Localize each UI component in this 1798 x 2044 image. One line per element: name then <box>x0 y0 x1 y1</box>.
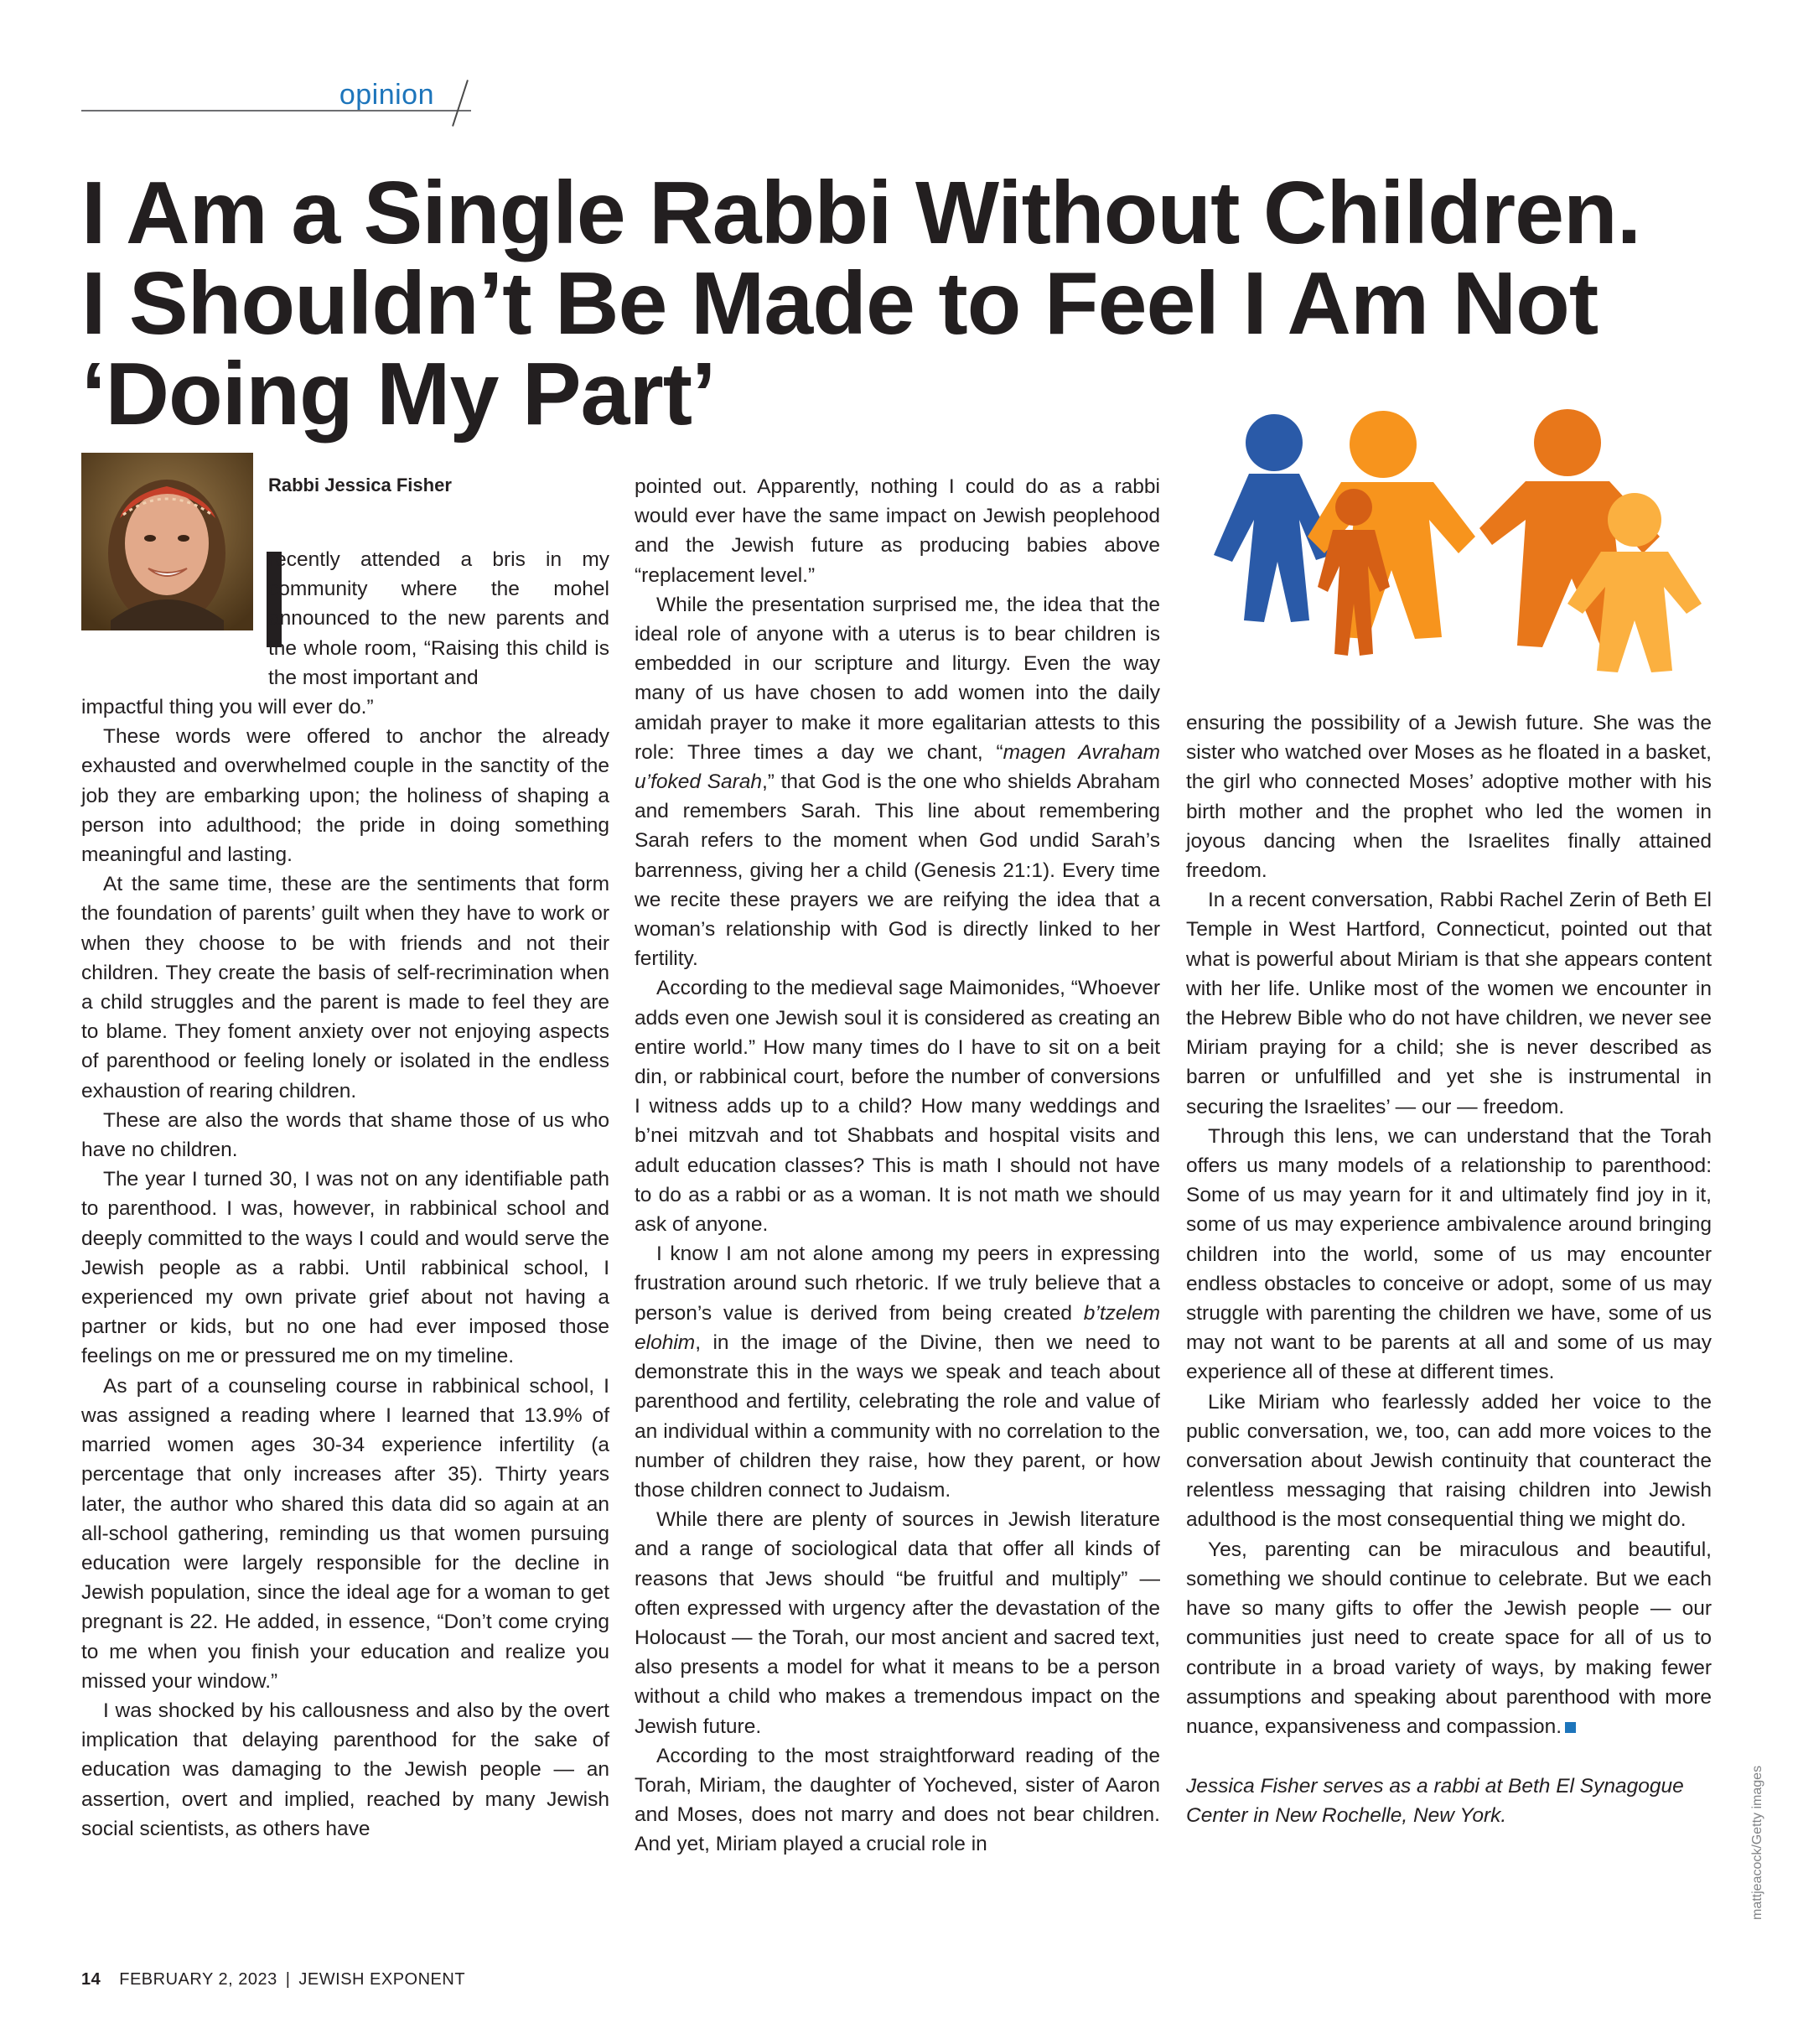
page-number: 14 <box>81 1970 101 1989</box>
section-slash-divider <box>452 80 469 127</box>
paragraph: pointed out. Apparently, nothing I could do as a rabbi would ever have the same impact on Jewish peoplehood and the Jewish future as producing babies above “replacement level.” <box>635 475 1160 587</box>
paragraph: The year I turned 30, I was not on any identifiable path to parenthood. I was, however, in rabbinical school and deeply committed to the ways I could and would serve the Jewish people as a rabbi. Until rabbinical school, I experienced my own private grief about not having a partner or kids, but no one had ever imposed those feelings on me or pressured me on my timeline. <box>81 1168 609 1368</box>
paper-people-illustration <box>1190 394 1727 675</box>
paragraph: As part of a counseling course in rabbinical school, I was assigned a reading where I learned that 13.9% of married women ages 30-34 experience infertility (a percentage that only increases after 35). Thirty years later, the author who shared this data did so again at an all-school gathering, reminding us that women pursuing education were largely responsible for the decline in Jewish population, since the ideal age for a woman to get pregnant is 22. He added, in essence, “Don’t come crying to me when you finish your education and realize you missed your window.” <box>81 1374 609 1693</box>
paragraph: ensuring the possibility of a Jewish future. She was the sister who watched over Moses as he floated in a basket, the girl who connected Moses’ adoptive mother with his birth mother and the prophet who led the women in joyous dancing when the Israelites finally attained freedom. <box>1186 712 1712 883</box>
section-label: opinion <box>339 79 434 111</box>
article-column-2 <box>635 472 1160 1860</box>
page-footer <box>81 1970 465 1990</box>
section-header <box>81 74 471 132</box>
byline: Rabbi Jessica Fisher <box>268 475 452 495</box>
paragraph-intro-cont: impactful thing you will ever do.” <box>81 696 374 719</box>
paragraph: According to the medieval sage Maimonides, “Whoever adds even one Jewish soul it is considered as creating an entire world.” How many times do I have to sit on a beit din, or rabbinical court, before the number of conversions I witness adds up to a child? How many weddings and b’nei mitzvah and tot Shabbats and hospital visits and adult education classes? This is math I should not have to do as a rabbi or as a woman. It is not math we should ask of anyone. <box>635 977 1160 1237</box>
paragraph: I know I am not alone among my peers in expressing frustration around such rhetoric. If we truly believe that a person’s value is derived from being created b’tzelem elohim, in the image of the Divine, then we need to demonstrate this in the ways we speak and teach about parenthood and fertility, celebrating the role and value of an individual within a community with no correlation to the number of children they raise, how they parent, or how those children connect to Judaism. <box>635 1242 1160 1502</box>
publication-name: JEWISH EXPONENT <box>298 1970 466 1989</box>
paragraph: Yes, parenting can be miraculous and beautiful, something we should continue to celebrate. But we each have so many gifts to offer the Jewish people — our communities just need to create space for all of us to contribute in a broad variety of ways, by making fewer assumptions and speaking about parenthood with more nuance, expansiveness and compassion. <box>1186 1538 1712 1738</box>
article-column-3 <box>1186 708 1712 1831</box>
headline-line-1: I Am a Single Rabbi Without Children. <box>81 163 1641 262</box>
orange-paper-figures <box>1308 409 1702 672</box>
paper-cutout-figures <box>1190 394 1727 675</box>
paragraph: At the same time, these are the sentiments that form the foundation of parents’ guilt when they have to work or when they choose to be with friends and not their children. They create the basis of self-recrimination when a child struggles and the parent is made to feel they are to blame. They foment anxiety over not enjoying aspects of parenthood or feeling lonely or isolated in the endless exhaustion of rearing children. <box>81 873 609 1102</box>
footer-separator: | <box>285 1970 291 1989</box>
paragraph: Through this lens, we can understand that the Torah offers us many models of a relationship to parenthood: Some of us may yearn for it and ultimately find joy in it, some of us may experience ambivalence around bringing children into the world, some of us may encounter endless obstacles to conceive or adopt, some of us may struggle with parenting the children we have, some of us may not want to be parents at all and some of us may experience all of these at different times. <box>1186 1124 1712 1384</box>
photo-credit: mattjeacock/Getty images <box>1750 1765 1764 1920</box>
paragraph: These words were offered to anchor the already exhausted and overwhelmed couple in the sanctity of the job they are embarking upon; the holiness of shaping a person into adulthood; the pride in doing something meaningful and lasting. <box>81 725 609 867</box>
blue-paper-figure <box>1214 414 1337 622</box>
issue-date: FEBRUARY 2, 2023 <box>119 1970 277 1989</box>
headline-line-2: I Shouldn’t Be Made to Feel I Am Not <box>81 254 1599 353</box>
paragraph: I was shocked by his callousness and also by the overt implication that delaying parenthood for the sake of education was damaging to the Jewish people — an assertion, overt and implied, reached by many Jewish social scientists, as others have <box>81 1699 609 1840</box>
paragraph: According to the most straightforward reading of the Torah, Miriam, the daughter of Yocheved, sister of Aaron and Moses, does not marry and does not bear children. And yet, Miriam played a crucial role in <box>635 1744 1160 1856</box>
paragraph: These are also the words that shame those of us who have no children. <box>81 1108 609 1162</box>
italic-phrase: b’tzelem elohim <box>635 1301 1160 1354</box>
end-of-story-mark <box>1565 1722 1576 1733</box>
paragraph-intro: recently attended a bris in my community where the mohel announced to the new parents and the whole room, “Raising this child is the most important and <box>268 548 609 689</box>
article-column-1 <box>81 545 609 1844</box>
paragraph: While there are plenty of sources in Jewish literature and a range of sociological data that offer all kinds of reasons that Jews should “be fruitful and multiply” — often expressed with urgency after the devastation of the Holocaust — the Torah, our most ancient and sacred text, also presents a model for what it means to be a person without a child who makes a tremendous impact on the Jewish future. <box>635 1508 1160 1738</box>
italic-phrase: magen Avraham u’foked Sarah <box>635 740 1161 794</box>
paragraph: While the presentation surprised me, the idea that the ideal role of anyone with a uterus is to bear children is embedded in our scripture and liturgy. Even the way many of us have chosen to add women into the daily amidah prayer to make it more egalitarian attests to this role: Three times a day we chant, “magen Avraham u’foked Sarah,” that God is the one who shields Abraham and remembers Sarah. This line about remembering Sarah refers to the moment when God undid Sarah’s barrenness, giving her a child (Genesis 21:1). Every time we recite these prayers we are reifying the idea that a woman’s relationship with God is directly linked to her fertility. <box>635 593 1161 971</box>
paragraph: In a recent conversation, Rabbi Rachel Zerin of Beth El Temple in West Hartford, Connecticut, pointed out that what is powerful about Miriam is that she appears content with her life. Unlike most of the women we encounter in the Hebrew Bible who do not have children, we never see Miriam praying for a child; she is never described as barren or unfulfilled and yet she is instrumental in securing the Israelites’ — our — freedom. <box>1186 889 1712 1118</box>
paragraph: Like Miriam who fearlessly added her voice to the public conversation, we, too, can add more voices to the conversation about Jewish continuity that counteract the relentless messaging that raising children into Jewish adulthood is the most consequential thing we might do. <box>1186 1390 1712 1532</box>
headline-line-3: ‘Doing My Part’ <box>81 345 716 444</box>
author-bio: Jessica Fisher serves as a rabbi at Beth El Synagogue Center in New Rochelle, New York. <box>1186 1775 1684 1828</box>
